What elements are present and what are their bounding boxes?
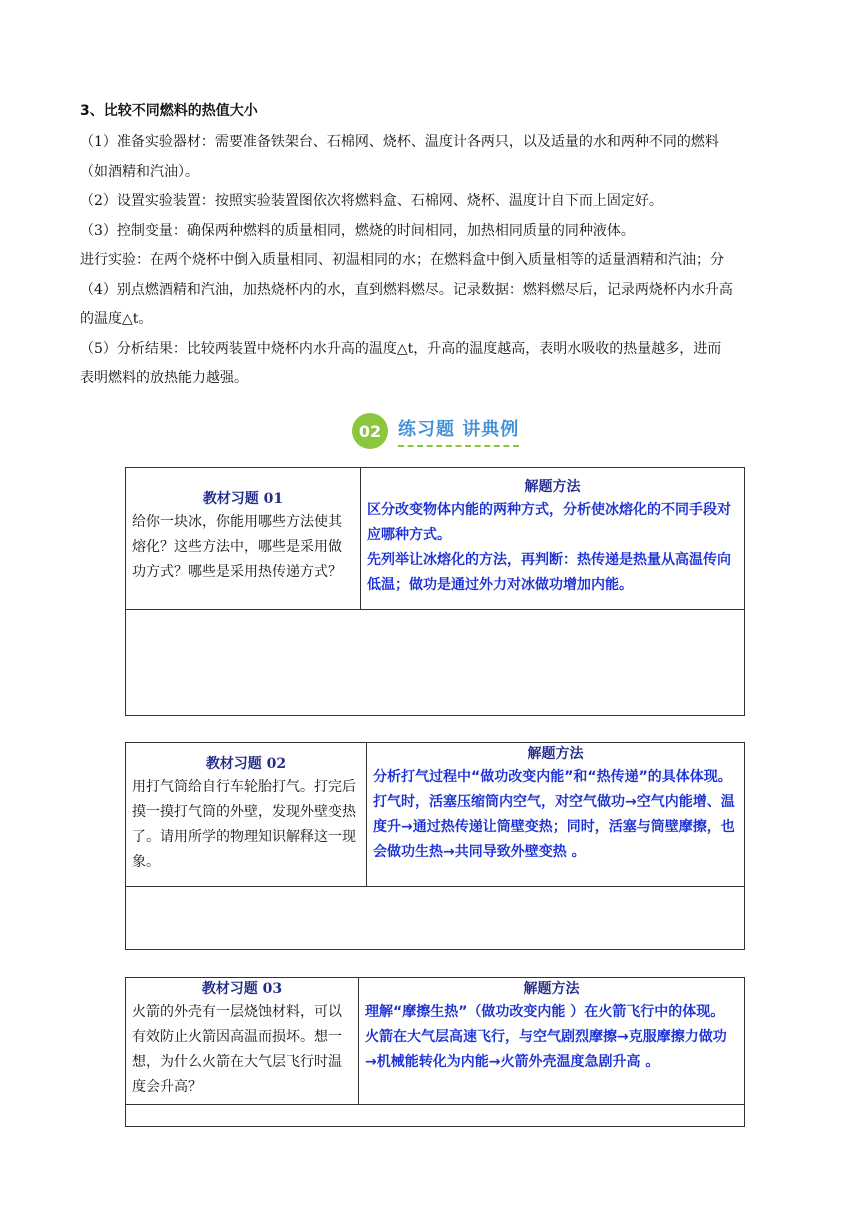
intro-line: 表明燃料的放热能力越强。 [80,370,248,386]
question-cell [126,743,367,887]
exercise-title: 教材习题 03 [201,981,283,997]
method-line: 分析打气过程中“做功改变内能”和“热传递”的具体体现。 [373,769,732,785]
method-title: 解题方法 [523,981,580,997]
intro-line: （如酒精和汽油）。 [80,163,199,180]
answer-area[interactable] [126,887,745,950]
method-cell [367,743,745,887]
intro-line: （5）分析结果：比较两装置中烧杯内水升高的温度△t，升高的温度越高，表明水吸收的热量越多，进而 [80,340,722,357]
method-line: 区分改变物体内能的两种方式，分析使冰熔化的不同手段对应哪种方式。 [367,502,731,543]
exercise-title: 教材习题 01 [202,491,284,507]
method-line: 火箭在大气层高速飞行，与空气剧烈摩擦→克服摩擦力做功→机械能转化为内能→火箭外壳温度急剧升高 。 [365,1029,727,1070]
intro-line: （2）设置实验装置：按照实验装置图依次将燃料盒、石棉网、烧杯、温度计自下而上固定好。 [80,193,663,209]
intro-line: （1）准备实验器材：需要准备铁架台、石棉网、烧杯、温度计各两只，以及适量的水和两种不同的燃料 [80,134,719,150]
method-title: 解题方法 [524,479,581,495]
method-line: 先列举让冰熔化的方法，再判断：热传递是热量从高温传向低温；做功是通过外力对冰做功增加内能。 [367,552,731,593]
exercise-question: 给你一块冰，你能用哪些方法使其熔化？这些方法中，哪些是采用做功方式？哪些是采用热传递方式？ [132,514,342,580]
exercise-table-02 [125,742,745,950]
question-cell [126,978,359,1105]
exercise-question: 火箭的外壳有一层烧蚀材料，可以有效防止火箭因高温而损坏。想一想，为什么火箭在大气层飞行时温度会升高？ [132,1004,342,1095]
intro-section [80,100,790,394]
intro-line: （4）别点燃酒精和汽油，加热烧杯内的水，直到燃料燃尽。记录数据：燃料燃尽后，记录两烧杯内水升高 [80,281,733,298]
method-line: 打气时，活塞压缩筒内空气，对空气做功→空气内能增、温度升→通过热传递让筒壁变热；同时，活塞与筒壁摩擦，也会做功生热→共同导致外壁变热 。 [373,794,735,860]
answer-area[interactable] [126,1105,745,1127]
intro-heading: 3、比较不同燃料的热值大小 [80,103,258,119]
question-cell [126,468,361,610]
method-line: 理解“摩擦生热”（做功改变内能 ）在火箭飞行中的体现。 [365,1004,725,1020]
section-number: 02 [352,413,388,449]
intro-line: 进行实验：在两个烧杯中倒入质量相同、初温相同的水；在燃料盒中倒入质量相等的适量酒精和汽油；分 [80,252,724,268]
exercise-question: 用打气筒给自行车轮胎打气。打完后摸一摸打气筒的外壁，发现外壁变热了。请用所学的物理知识解释这一现象。 [132,779,356,870]
answer-area[interactable] [126,610,745,716]
exercise-table-03 [125,977,745,1127]
intro-line: （3）控制变量：确保两种燃料的质量相同，燃烧的时间相同，加热相同质量的同种液体。 [80,222,635,239]
exercise-table-01 [125,467,745,716]
section-title: 练习题 讲典例 [398,415,519,447]
method-cell [359,978,745,1105]
section-badge [352,412,519,450]
intro-line: 的温度△t。 [80,311,153,327]
method-cell [361,468,745,610]
exercise-title: 教材习题 02 [205,756,287,772]
method-title: 解题方法 [527,746,584,762]
